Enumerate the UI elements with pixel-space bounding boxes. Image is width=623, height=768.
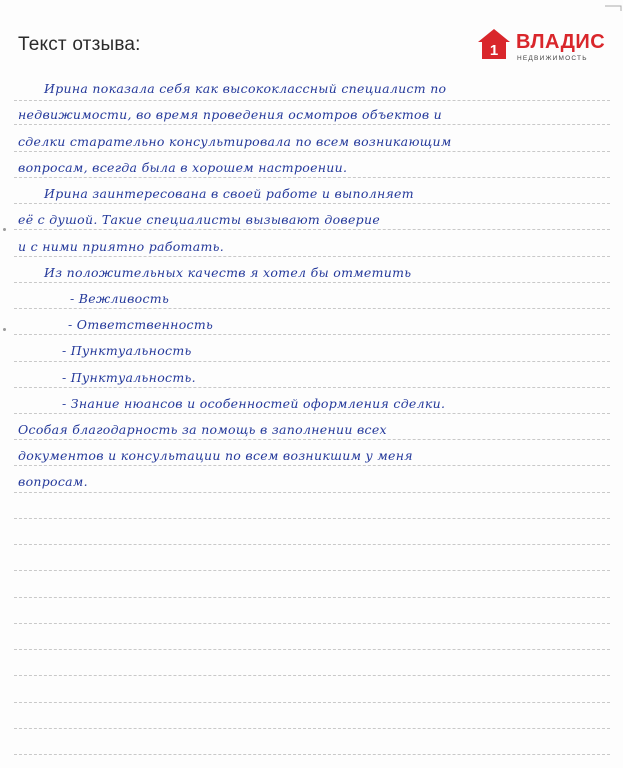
ruled-line — [14, 465, 610, 466]
ruled-line — [14, 387, 610, 388]
ruled-line — [14, 649, 610, 650]
vladis-logo — [476, 27, 616, 67]
review-line: Особая благодарность за помощь в заполнении всех — [18, 422, 387, 437]
ruled-line — [14, 492, 610, 493]
logo-digit: 1 — [489, 42, 499, 59]
review-line: - Вежливость — [70, 291, 170, 306]
ruled-line — [14, 177, 610, 178]
ruled-line — [14, 151, 610, 152]
ruled-line — [14, 334, 610, 335]
ruled-line — [14, 256, 610, 257]
ruled-line — [14, 728, 610, 729]
logo-subtitle: НЕДВИЖИМОСТЬ — [517, 55, 588, 62]
ruled-line — [14, 203, 610, 204]
ruled-line — [14, 597, 610, 598]
ruled-line — [14, 518, 610, 519]
review-line: Из положительных качеств я хотел бы отметить — [44, 265, 412, 280]
page-title: Текст отзыва: — [18, 34, 141, 55]
ruled-line — [14, 623, 610, 624]
review-line: - Пунктуальность. — [62, 370, 196, 385]
review-line: вопросам, всегда была в хорошем настроении. — [18, 160, 348, 175]
ruled-line — [14, 544, 610, 545]
review-line: Ирина показала себя как высококлассный специалист по — [44, 81, 447, 96]
review-line: документов и консультации по всем возникшим у меня — [18, 448, 413, 463]
ruled-line — [14, 361, 610, 362]
review-line: - Пунктуальность — [62, 343, 192, 358]
margin-mark — [3, 228, 6, 231]
ruled-line — [14, 754, 610, 755]
review-line: - Знание нюансов и особенностей оформления сделки. — [62, 396, 446, 411]
ruled-line — [14, 124, 610, 125]
review-line: - Ответственность — [68, 317, 214, 332]
ruled-line — [14, 413, 610, 414]
corner-mark — [603, 0, 623, 8]
review-line: и с ними приятно работать. — [18, 239, 224, 254]
ruled-line — [14, 675, 610, 676]
ruled-line — [14, 308, 610, 309]
ruled-line — [14, 100, 610, 101]
house-key-icon — [476, 27, 512, 61]
review-line: сделки старательно консультировала по всем возникающим — [18, 134, 452, 149]
margin-mark — [3, 328, 6, 331]
review-line: Ирина заинтересована в своей работе и выполняет — [44, 186, 414, 201]
review-line: вопросам. — [18, 474, 88, 489]
review-line: её с душой. Такие специалисты вызывают доверие — [18, 212, 381, 227]
ruled-line — [14, 282, 610, 283]
ruled-line — [14, 702, 610, 703]
logo-name: ВЛАДИС — [516, 31, 606, 53]
review-line: недвижимости, во время проведения осмотров объектов и — [18, 107, 443, 122]
ruled-line — [14, 439, 610, 440]
ruled-line — [14, 229, 610, 230]
ruled-line — [14, 570, 610, 571]
